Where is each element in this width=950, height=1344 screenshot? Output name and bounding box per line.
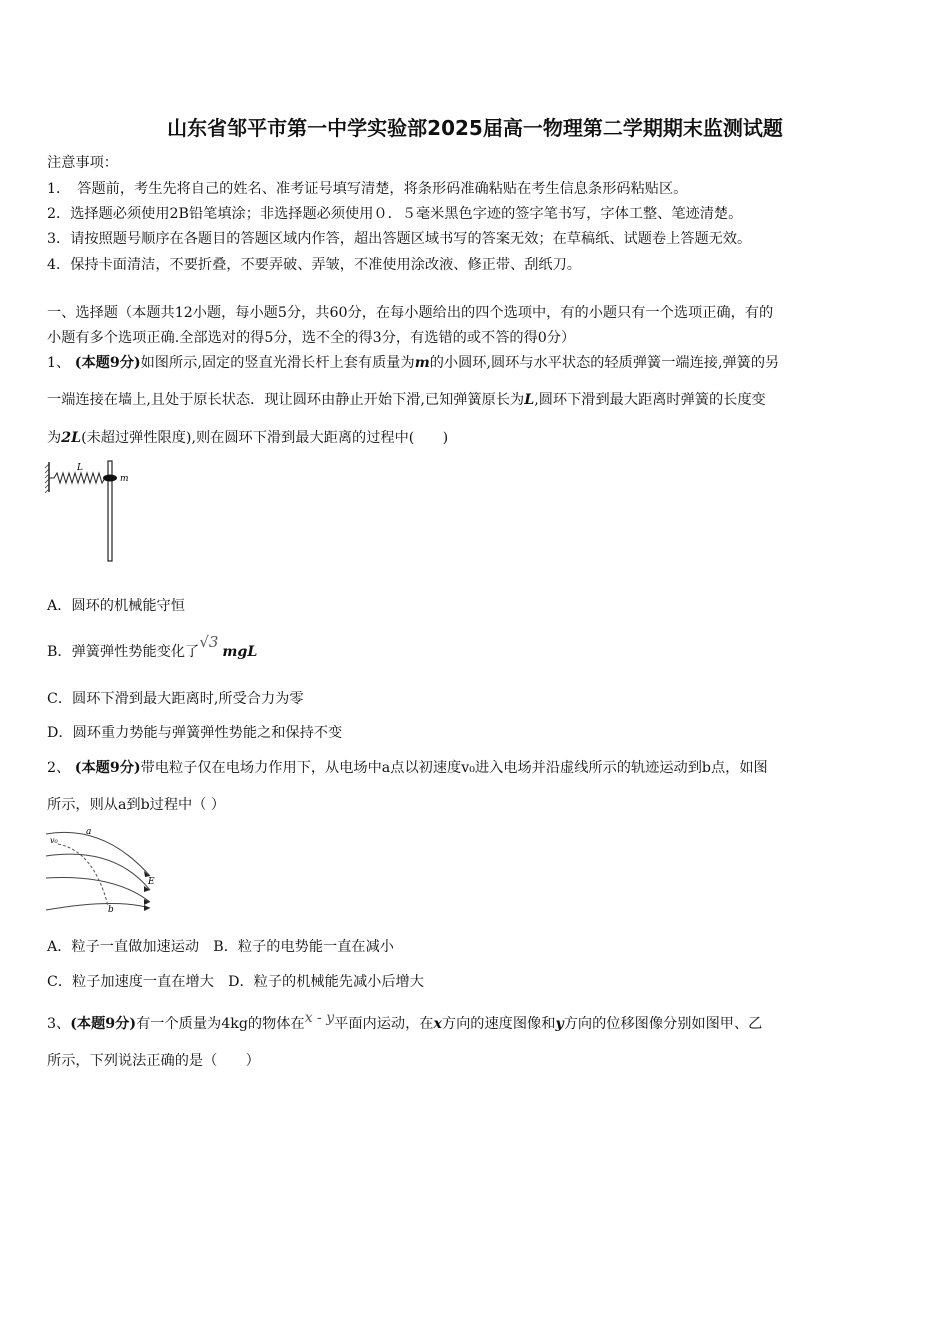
q1-option-b bbox=[47, 633, 258, 661]
q2-figure-label-b: b bbox=[108, 905, 114, 915]
q1-line3 bbox=[47, 427, 448, 447]
q2-line1 bbox=[47, 757, 768, 777]
q1-text-3b: (未超过弹性限度),则在圆环下滑到最大距离的过程中( ) bbox=[81, 430, 449, 446]
q1-var-L: L bbox=[524, 392, 535, 408]
q1-text-2b: ,圆环下滑到最大距离时弹簧的长度变 bbox=[534, 392, 766, 408]
q2-figure-label-E: E bbox=[148, 877, 155, 887]
q1-text-1b: 的小圆环,圆环与水平状态的轻质弹簧一端连接,弹簧的另 bbox=[429, 355, 780, 371]
q3-text-1a: 有一个质量为4kg的物体在 bbox=[136, 1016, 305, 1032]
q2-figure-electric-field bbox=[44, 826, 160, 916]
q1-figure-label-L: L bbox=[77, 463, 83, 473]
q1-text-1a: 如图所示,固定的竖直光滑长杆上套有质量为 bbox=[140, 355, 415, 371]
q2-figure-label-a: a bbox=[86, 827, 92, 837]
q1-figure-spring-ring bbox=[44, 458, 144, 564]
q1-option-b-text: B．弹簧弹性势能变化了 bbox=[47, 644, 200, 660]
q1-text-2a: 一端连接在墙上,且处于原长状态．现让圆环由静止开始下滑,已知弹簧原长为 bbox=[47, 392, 525, 408]
q1-line2 bbox=[47, 389, 766, 409]
q1-line1 bbox=[47, 352, 779, 372]
q2-line2: 所示，则从a到b过程中（ ） bbox=[47, 797, 226, 813]
q3-var-x: x bbox=[433, 1016, 442, 1032]
notice-item-1: 1． 答题前，考生先将自己的姓名、准考证号填写清楚，将条形码准确粘贴在考生信息条形码粘贴区。 bbox=[47, 181, 688, 197]
q1-option-b-mgL: mgL bbox=[222, 644, 258, 660]
q1-figure-label-m: m bbox=[120, 474, 129, 484]
q3-var-xy: x - y bbox=[304, 1010, 335, 1026]
section-instruction-line2: 小题有多个选项正确.全部选对的得5分，选不全的得3分，有选错的或不答的得0分） bbox=[47, 330, 576, 346]
page-title: 山东省邹平市第一中学实验部2025届高一物理第二学期期末监测试题 bbox=[167, 116, 783, 140]
q2-number: 2、 bbox=[47, 760, 71, 776]
q1-option-d: D．圆环重力势能与弹簧弹性势能之和保持不变 bbox=[47, 725, 343, 741]
section-instruction-line1: 一、选择题（本题共12小题，每小题5分，共60分，在每小题给出的四个选项中，有的小题只有一个选项正确，有的 bbox=[47, 305, 774, 321]
q2-text-1: 带电粒子仅在电场力作用下，从电场中a点以初速度v₀进入电场并沿虚线所示的轨迹运动到b点，如图 bbox=[140, 760, 768, 776]
q2-options-ab: A．粒子一直做加速运动 B．粒子的电势能一直在减小 bbox=[47, 939, 394, 955]
q3-text-1d: 方向的位移图像分别如图甲、乙 bbox=[563, 1016, 763, 1032]
q3-var-y: y bbox=[555, 1016, 564, 1032]
q2-options-cd: C．粒子加速度一直在增大 D．粒子的机械能先减小后增大 bbox=[47, 974, 424, 990]
notice-item-3: 3．请按照题号顺序在各题目的答题区域内作答，超出答题区域书写的答案无效；在草稿纸、试题卷上答题无效。 bbox=[47, 231, 752, 247]
q1-var-m: m bbox=[414, 355, 430, 371]
q2-points: (本题9分) bbox=[74, 760, 141, 776]
q3-number: 3、 bbox=[47, 1016, 71, 1032]
q1-points: (本题9分) bbox=[74, 355, 141, 371]
q1-option-a: A．圆环的机械能守恒 bbox=[47, 598, 185, 614]
notice-item-4: 4．保持卡面清洁，不要折叠，不要弄破、弄皱，不准使用涂改液、修正带、刮纸刀。 bbox=[47, 257, 581, 273]
q1-option-c: C．圆环下滑到最大距离时,所受合力为零 bbox=[47, 691, 304, 707]
q3-line2: 所示，下列说法正确的是（ ） bbox=[47, 1053, 260, 1069]
q3-points: (本题9分) bbox=[70, 1016, 137, 1032]
q3-line1 bbox=[47, 1010, 763, 1033]
q2-figure-label-v0: v₀ bbox=[50, 836, 58, 845]
q1-number: 1、 bbox=[47, 355, 71, 371]
q1-text-3a: 为 bbox=[47, 430, 62, 446]
q3-text-1b: 平面内运动，在 bbox=[334, 1016, 434, 1032]
q1-var-2L: 2L bbox=[61, 430, 82, 446]
q3-text-1c: 方向的速度图像和 bbox=[441, 1016, 556, 1032]
notice-item-2: 2．选择题必须使用2B铅笔填涂；非选择题必须使用０．５毫米黑色字迹的签字笔书写，字体工整、笔迹清楚。 bbox=[47, 206, 743, 222]
notice-heading: 注意事项： bbox=[47, 155, 118, 171]
q1-option-b-sqrt: √3 bbox=[199, 633, 219, 651]
